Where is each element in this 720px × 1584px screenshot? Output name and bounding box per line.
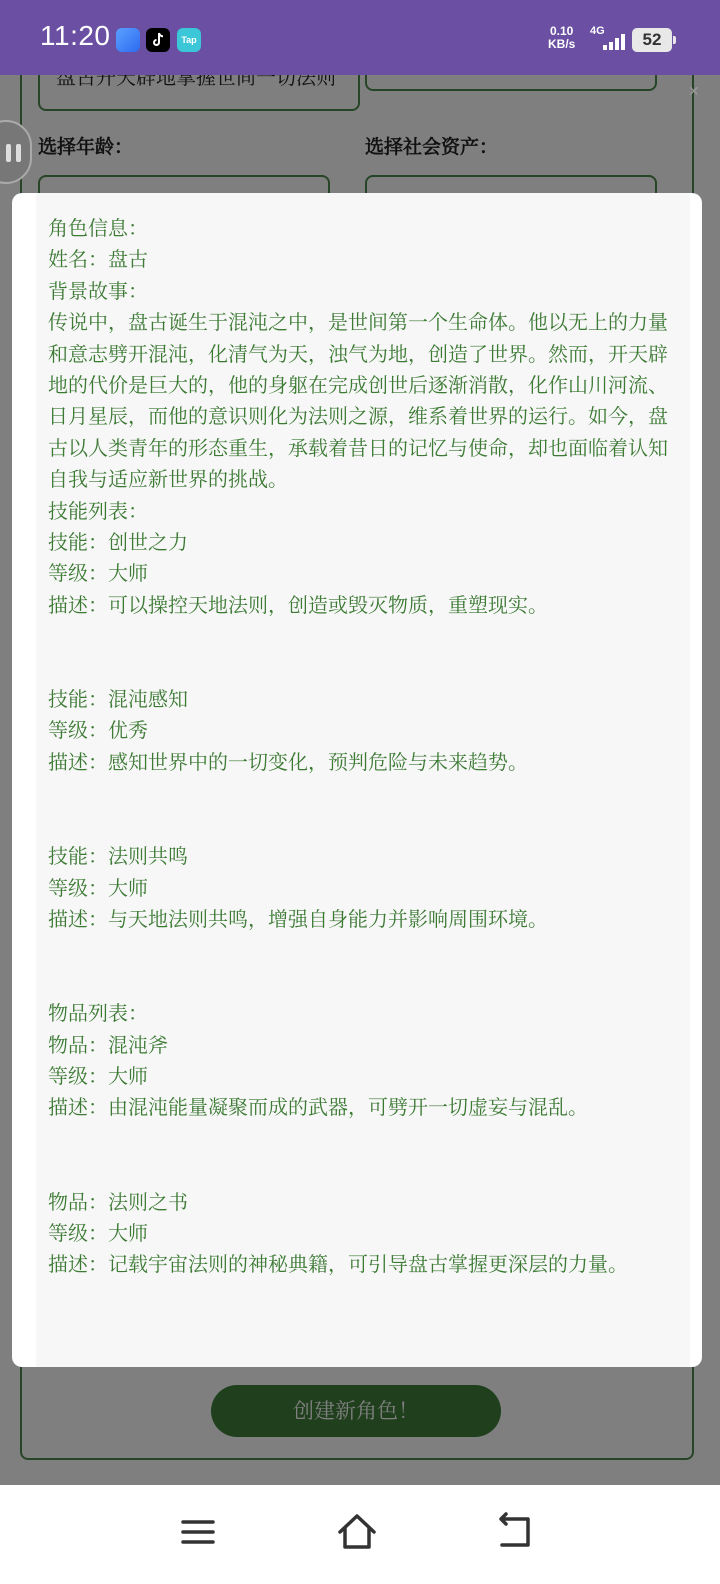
info-line: 等级：大师 xyxy=(48,561,148,586)
info-line: 描述：记载宇宙法则的神秘典籍，可引导盘古掌握更深层的力量。 xyxy=(48,1252,628,1277)
info-line: 等级：大师 xyxy=(48,875,148,900)
info-line: 角色信息： xyxy=(48,216,148,240)
character-info-text xyxy=(48,213,668,1281)
info-line: 传说中，盘古诞生于混沌之中，是世间第一个生命体。他以无上的力量和意志劈开混沌，化清气为天，浊气为地，创造了世界。然而，开天辟地的代价是巨大的，他的身躯在完成创世后逐渐消散，化作山川河流、日月星辰，而他的意识则化为法则之源，维系着世界的运行。如今，盘古以人类青年的形态重生，承载着昔日的记忆与使命，却也面临着认知自我与适应新世界的挑战。 xyxy=(48,310,668,492)
home-icon[interactable] xyxy=(332,1507,382,1557)
browser-app-icon xyxy=(116,28,140,52)
network-speed xyxy=(548,25,575,51)
info-line: 物品列表： xyxy=(48,1001,148,1026)
info-line: 技能：法则共鸣 xyxy=(48,844,188,869)
info-line: 技能列表： xyxy=(48,498,148,523)
info-line: 物品：法则之书 xyxy=(48,1189,188,1214)
spacer xyxy=(48,778,668,841)
info-line: 等级：大师 xyxy=(48,1063,148,1088)
network-type: 4G xyxy=(590,25,605,37)
close-icon[interactable]: ✕ xyxy=(688,84,700,100)
signal-icon xyxy=(603,34,627,50)
info-line: 等级：大师 xyxy=(48,1220,148,1245)
status-bar xyxy=(0,0,720,75)
info-line: 物品：混沌斧 xyxy=(48,1032,168,1057)
battery-icon: 52 xyxy=(632,28,672,52)
info-line: 背景故事： xyxy=(48,278,148,303)
menu-icon[interactable] xyxy=(173,1507,223,1557)
spacer xyxy=(48,621,668,684)
info-line: 描述：由混沌能量凝聚而成的武器，可劈开一切虚妄与混乱。 xyxy=(48,1095,588,1120)
info-line: 等级：优秀 xyxy=(48,718,148,743)
navigation-bar xyxy=(0,1485,720,1584)
info-line: 技能：混沌感知 xyxy=(48,687,188,712)
spacer xyxy=(48,935,668,998)
info-line: 姓名：盘古 xyxy=(48,247,148,272)
info-line: 描述：与天地法则共鸣，增强自身能力并影响周围环境。 xyxy=(48,906,548,931)
network-speed-value: 0.10 xyxy=(549,24,574,38)
info-line: 描述：可以操控天地法则，创造或毁灭物质，重塑现实。 xyxy=(48,592,548,617)
tiktok-app-icon xyxy=(146,28,170,52)
info-line: 描述：感知世界中的一切变化，预判危险与未来趋势。 xyxy=(48,749,528,774)
spacer xyxy=(48,1124,668,1187)
info-line: 技能：创世之力 xyxy=(48,530,188,555)
back-icon[interactable] xyxy=(490,1507,540,1557)
clock: 11:20 xyxy=(40,20,111,51)
network-speed-unit: KB/s xyxy=(548,37,576,51)
taptap-app-icon: Tap xyxy=(177,28,201,52)
